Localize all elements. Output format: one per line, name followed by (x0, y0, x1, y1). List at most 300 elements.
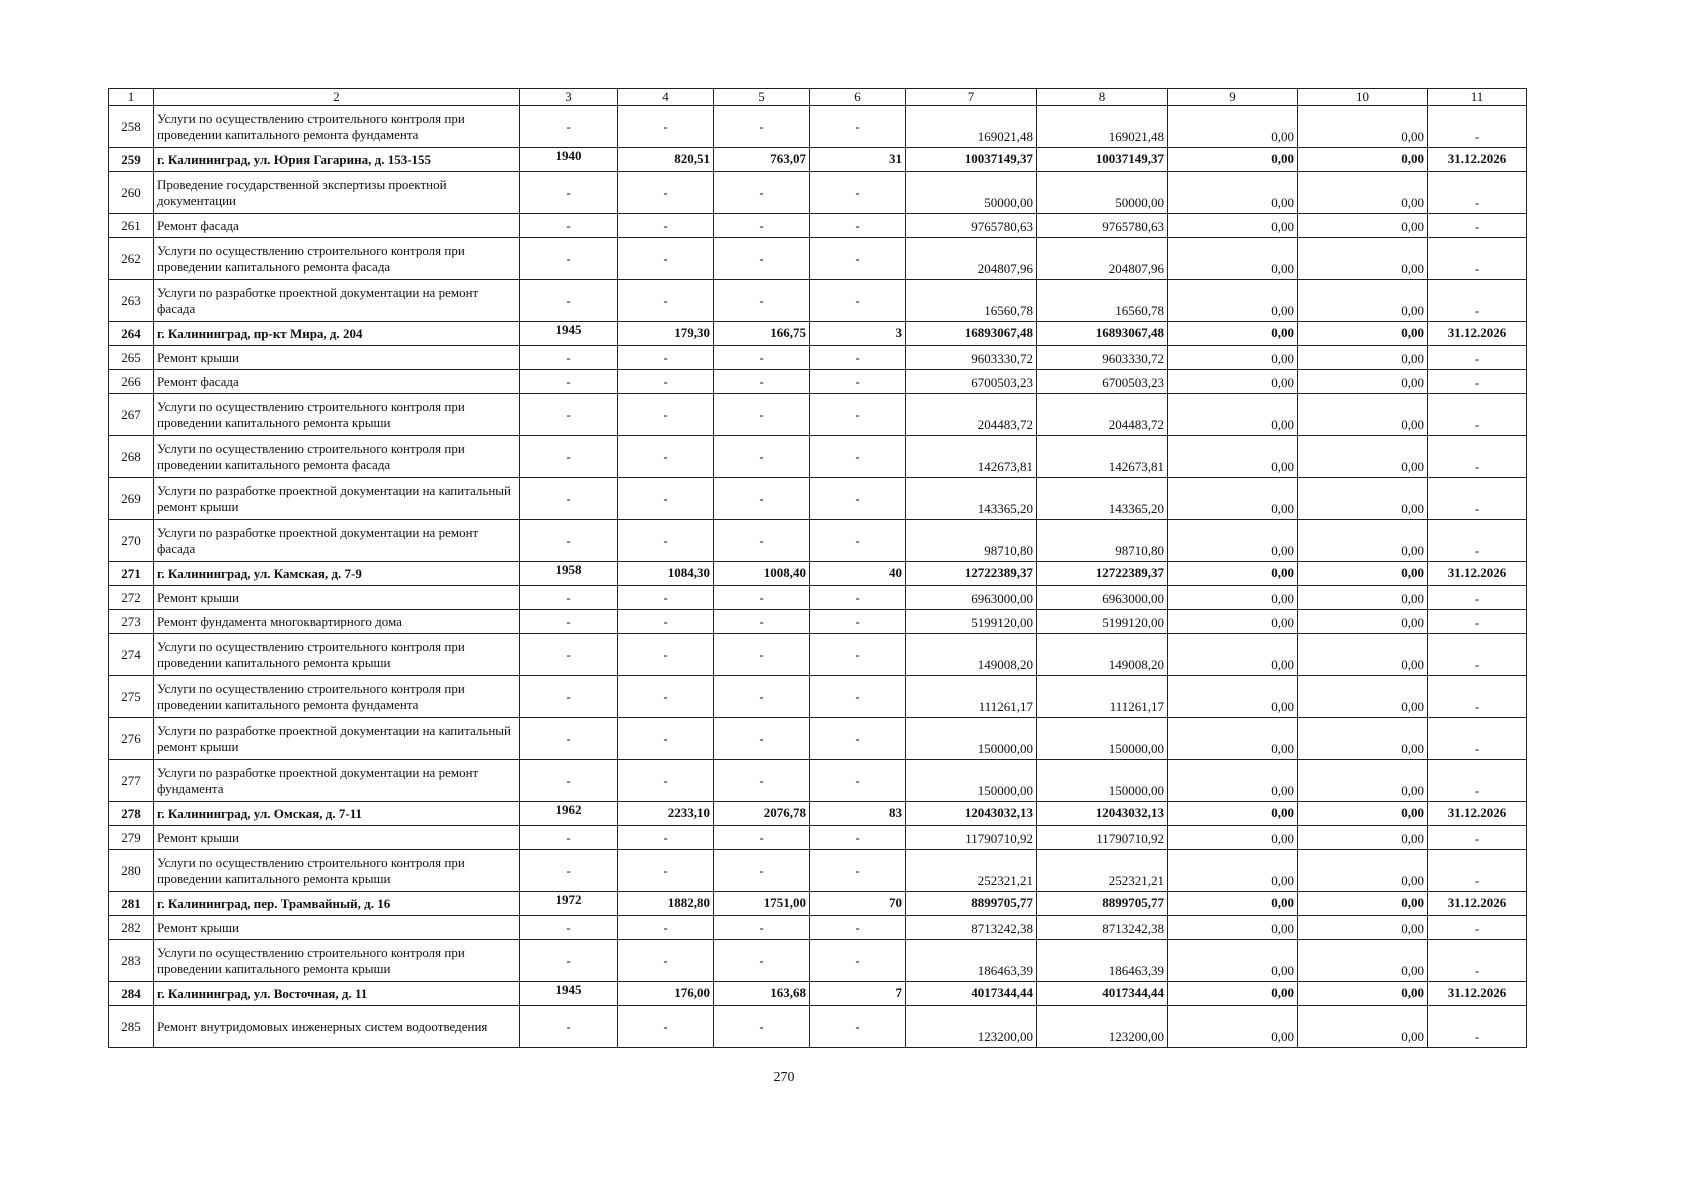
deadline-cell: - (1428, 634, 1527, 676)
other-cost-cell: 0,00 (1298, 610, 1428, 634)
column-number-3: 3 (520, 89, 618, 106)
building-row (109, 148, 1527, 172)
living-area-cell: - (714, 760, 810, 802)
total-cost-cell: 5199120,00 (906, 610, 1037, 634)
living-area-cell: 166,75 (714, 322, 810, 346)
residents-cell: - (810, 346, 906, 370)
total-cost-cell: 16560,78 (906, 280, 1037, 322)
deadline-cell: - (1428, 172, 1527, 214)
residents-cell: - (810, 238, 906, 280)
living-area-cell: - (714, 394, 810, 436)
row-number-cell: 278 (109, 802, 154, 826)
name-cell: Услуги по разработке проектной документации на ремонт фундамента (154, 760, 520, 802)
deadline-cell: - (1428, 478, 1527, 520)
work-item-row (109, 826, 1527, 850)
budget-cost-cell: 0,00 (1168, 982, 1298, 1006)
column-number-6: 6 (810, 89, 906, 106)
year-cell: 1940 (520, 148, 618, 172)
other-cost-cell: 0,00 (1298, 214, 1428, 238)
budget-cost-cell: 0,00 (1168, 916, 1298, 940)
name-cell: Ремонт крыши (154, 346, 520, 370)
other-cost-cell: 0,00 (1298, 718, 1428, 760)
year-cell: - (520, 718, 618, 760)
column-number-7: 7 (906, 89, 1037, 106)
deadline-cell: - (1428, 760, 1527, 802)
fund-cost-cell: 169021,48 (1037, 106, 1168, 148)
work-item-row (109, 1006, 1527, 1048)
row-number-cell: 276 (109, 718, 154, 760)
total-area-cell: - (618, 172, 714, 214)
deadline-cell: - (1428, 520, 1527, 562)
other-cost-cell: 0,00 (1298, 322, 1428, 346)
total-cost-cell: 150000,00 (906, 760, 1037, 802)
total-cost-cell: 8899705,77 (906, 892, 1037, 916)
residents-cell: 3 (810, 322, 906, 346)
row-number-cell: 284 (109, 982, 154, 1006)
deadline-cell: - (1428, 718, 1527, 760)
deadline-cell: 31.12.2026 (1428, 148, 1527, 172)
budget-cost-cell: 0,00 (1168, 562, 1298, 586)
total-area-cell: - (618, 760, 714, 802)
living-area-cell: - (714, 346, 810, 370)
other-cost-cell: 0,00 (1298, 280, 1428, 322)
total-area-cell: - (618, 1006, 714, 1048)
residents-cell: - (810, 172, 906, 214)
total-area-cell: - (618, 370, 714, 394)
name-cell: г. Калининград, ул. Юрия Гагарина, д. 153-155 (154, 148, 520, 172)
living-area-cell: - (714, 850, 810, 892)
living-area-cell: - (714, 940, 810, 982)
living-area-cell: - (714, 280, 810, 322)
budget-cost-cell: 0,00 (1168, 214, 1298, 238)
work-item-row (109, 214, 1527, 238)
total-area-cell: - (618, 940, 714, 982)
deadline-cell: - (1428, 610, 1527, 634)
residents-cell: - (810, 718, 906, 760)
row-number-cell: 268 (109, 436, 154, 478)
year-cell: - (520, 520, 618, 562)
building-row (109, 802, 1527, 826)
living-area-cell: - (714, 478, 810, 520)
residents-cell: 7 (810, 982, 906, 1006)
deadline-cell: - (1428, 280, 1527, 322)
row-number-cell: 282 (109, 916, 154, 940)
budget-cost-cell: 0,00 (1168, 280, 1298, 322)
deadline-cell: - (1428, 436, 1527, 478)
fund-cost-cell: 204807,96 (1037, 238, 1168, 280)
row-number-cell: 285 (109, 1006, 154, 1048)
fund-cost-cell: 50000,00 (1037, 172, 1168, 214)
name-cell: г. Калининград, пр-кт Мира, д. 204 (154, 322, 520, 346)
residents-cell: - (810, 586, 906, 610)
residents-cell: - (810, 676, 906, 718)
year-cell: - (520, 238, 618, 280)
other-cost-cell: 0,00 (1298, 436, 1428, 478)
total-cost-cell: 123200,00 (906, 1006, 1037, 1048)
living-area-cell: - (714, 520, 810, 562)
column-number-5: 5 (714, 89, 810, 106)
other-cost-cell: 0,00 (1298, 478, 1428, 520)
living-area-cell: - (714, 106, 810, 148)
budget-cost-cell: 0,00 (1168, 802, 1298, 826)
column-number-9: 9 (1168, 89, 1298, 106)
other-cost-cell: 0,00 (1298, 892, 1428, 916)
budget-cost-cell: 0,00 (1168, 718, 1298, 760)
total-area-cell: 1084,30 (618, 562, 714, 586)
repair-plan-table (108, 88, 1527, 1048)
row-number-cell: 281 (109, 892, 154, 916)
budget-cost-cell: 0,00 (1168, 106, 1298, 148)
name-cell: Услуги по осуществлению строительного контроля при проведении капитального ремонта фасада (154, 238, 520, 280)
fund-cost-cell: 143365,20 (1037, 478, 1168, 520)
other-cost-cell: 0,00 (1298, 1006, 1428, 1048)
row-number-cell: 274 (109, 634, 154, 676)
column-number-10: 10 (1298, 89, 1428, 106)
total-cost-cell: 111261,17 (906, 676, 1037, 718)
fund-cost-cell: 9765780,63 (1037, 214, 1168, 238)
row-number-cell: 261 (109, 214, 154, 238)
name-cell: Услуги по осуществлению строительного контроля при проведении капитального ремонта фасада (154, 436, 520, 478)
budget-cost-cell: 0,00 (1168, 238, 1298, 280)
work-item-row (109, 520, 1527, 562)
living-area-cell: - (714, 826, 810, 850)
fund-cost-cell: 150000,00 (1037, 718, 1168, 760)
total-cost-cell: 252321,21 (906, 850, 1037, 892)
other-cost-cell: 0,00 (1298, 148, 1428, 172)
total-cost-cell: 9765780,63 (906, 214, 1037, 238)
name-cell: Ремонт фундамента многоквартирного дома (154, 610, 520, 634)
year-cell: - (520, 172, 618, 214)
budget-cost-cell: 0,00 (1168, 436, 1298, 478)
total-area-cell: - (618, 718, 714, 760)
year-cell: - (520, 916, 618, 940)
total-area-cell: - (618, 436, 714, 478)
row-number-cell: 279 (109, 826, 154, 850)
other-cost-cell: 0,00 (1298, 982, 1428, 1006)
total-cost-cell: 149008,20 (906, 634, 1037, 676)
fund-cost-cell: 16893067,48 (1037, 322, 1168, 346)
total-cost-cell: 9603330,72 (906, 346, 1037, 370)
deadline-cell: - (1428, 826, 1527, 850)
name-cell: Услуги по разработке проектной документации на капитальный ремонт крыши (154, 478, 520, 520)
residents-cell: 40 (810, 562, 906, 586)
year-cell: 1972 (520, 892, 618, 916)
total-cost-cell: 8713242,38 (906, 916, 1037, 940)
living-area-cell: - (714, 916, 810, 940)
year-cell: - (520, 280, 618, 322)
work-item-row (109, 436, 1527, 478)
fund-cost-cell: 111261,17 (1037, 676, 1168, 718)
row-number-cell: 267 (109, 394, 154, 436)
row-number-cell: 258 (109, 106, 154, 148)
deadline-cell: - (1428, 106, 1527, 148)
other-cost-cell: 0,00 (1298, 940, 1428, 982)
name-cell: Ремонт фасада (154, 214, 520, 238)
deadline-cell: - (1428, 346, 1527, 370)
total-cost-cell: 12043032,13 (906, 802, 1037, 826)
residents-cell: 83 (810, 802, 906, 826)
row-number-cell: 259 (109, 148, 154, 172)
year-cell: - (520, 106, 618, 148)
total-cost-cell: 4017344,44 (906, 982, 1037, 1006)
living-area-cell: - (714, 172, 810, 214)
column-number-1: 1 (109, 89, 154, 106)
name-cell: Услуги по осуществлению строительного контроля при проведении капитального ремонта фундамента (154, 106, 520, 148)
budget-cost-cell: 0,00 (1168, 940, 1298, 982)
residents-cell: - (810, 520, 906, 562)
total-area-cell: - (618, 214, 714, 238)
total-cost-cell: 186463,39 (906, 940, 1037, 982)
row-number-cell: 264 (109, 322, 154, 346)
name-cell: Услуги по разработке проектной документации на ремонт фасада (154, 280, 520, 322)
residents-cell: - (810, 370, 906, 394)
total-area-cell: 179,30 (618, 322, 714, 346)
row-number-cell: 275 (109, 676, 154, 718)
year-cell: - (520, 940, 618, 982)
name-cell: Услуги по осуществлению строительного контроля при проведении капитального ремонта крыши (154, 850, 520, 892)
total-cost-cell: 6700503,23 (906, 370, 1037, 394)
fund-cost-cell: 8899705,77 (1037, 892, 1168, 916)
budget-cost-cell: 0,00 (1168, 148, 1298, 172)
other-cost-cell: 0,00 (1298, 826, 1428, 850)
name-cell: Ремонт крыши (154, 586, 520, 610)
row-number-cell: 266 (109, 370, 154, 394)
name-cell: Ремонт фасада (154, 370, 520, 394)
fund-cost-cell: 98710,80 (1037, 520, 1168, 562)
budget-cost-cell: 0,00 (1168, 892, 1298, 916)
other-cost-cell: 0,00 (1298, 916, 1428, 940)
deadline-cell: - (1428, 370, 1527, 394)
living-area-cell: - (714, 1006, 810, 1048)
total-area-cell: - (618, 634, 714, 676)
name-cell: г. Калининград, ул. Восточная, д. 11 (154, 982, 520, 1006)
fund-cost-cell: 16560,78 (1037, 280, 1168, 322)
fund-cost-cell: 204483,72 (1037, 394, 1168, 436)
total-area-cell: - (618, 280, 714, 322)
name-cell: Услуги по осуществлению строительного контроля при проведении капитального ремонта фундамента (154, 676, 520, 718)
row-number-cell: 280 (109, 850, 154, 892)
residents-cell: - (810, 478, 906, 520)
work-item-row (109, 940, 1527, 982)
living-area-cell: - (714, 676, 810, 718)
total-area-cell: - (618, 676, 714, 718)
total-cost-cell: 204807,96 (906, 238, 1037, 280)
name-cell: Ремонт крыши (154, 916, 520, 940)
budget-cost-cell: 0,00 (1168, 172, 1298, 214)
total-cost-cell: 143365,20 (906, 478, 1037, 520)
residents-cell: - (810, 280, 906, 322)
year-cell: - (520, 760, 618, 802)
name-cell: Услуги по осуществлению строительного контроля при проведении капитального ремонта крыши (154, 394, 520, 436)
living-area-cell: 2076,78 (714, 802, 810, 826)
fund-cost-cell: 12722389,37 (1037, 562, 1168, 586)
year-cell: 1945 (520, 982, 618, 1006)
column-number-row (109, 89, 1527, 106)
budget-cost-cell: 0,00 (1168, 346, 1298, 370)
name-cell: г. Калининград, ул. Омская, д. 7-11 (154, 802, 520, 826)
fund-cost-cell: 8713242,38 (1037, 916, 1168, 940)
row-number-cell: 283 (109, 940, 154, 982)
name-cell: Услуги по разработке проектной документации на ремонт фасада (154, 520, 520, 562)
work-item-row (109, 610, 1527, 634)
living-area-cell: - (714, 634, 810, 676)
total-area-cell: - (618, 520, 714, 562)
work-item-row (109, 634, 1527, 676)
year-cell: - (520, 1006, 618, 1048)
year-cell: - (520, 346, 618, 370)
row-number-cell: 265 (109, 346, 154, 370)
name-cell: Услуги по осуществлению строительного контроля при проведении капитального ремонта крыши (154, 940, 520, 982)
living-area-cell: 763,07 (714, 148, 810, 172)
budget-cost-cell: 0,00 (1168, 826, 1298, 850)
year-cell: 1945 (520, 322, 618, 346)
deadline-cell: - (1428, 940, 1527, 982)
other-cost-cell: 0,00 (1298, 850, 1428, 892)
total-cost-cell: 150000,00 (906, 718, 1037, 760)
year-cell: - (520, 214, 618, 238)
name-cell: г. Калининград, ул. Камская, д. 7-9 (154, 562, 520, 586)
other-cost-cell: 0,00 (1298, 586, 1428, 610)
work-item-row (109, 586, 1527, 610)
row-number-cell: 277 (109, 760, 154, 802)
living-area-cell: - (714, 238, 810, 280)
residents-cell: - (810, 916, 906, 940)
residents-cell: 31 (810, 148, 906, 172)
deadline-cell: 31.12.2026 (1428, 802, 1527, 826)
building-row (109, 892, 1527, 916)
work-item-row (109, 238, 1527, 280)
year-cell: - (520, 850, 618, 892)
fund-cost-cell: 5199120,00 (1037, 610, 1168, 634)
row-number-cell: 269 (109, 478, 154, 520)
column-number-8: 8 (1037, 89, 1168, 106)
living-area-cell: - (714, 370, 810, 394)
name-cell: Услуги по разработке проектной документации на капитальный ремонт крыши (154, 718, 520, 760)
total-cost-cell: 10037149,37 (906, 148, 1037, 172)
other-cost-cell: 0,00 (1298, 394, 1428, 436)
total-cost-cell: 6963000,00 (906, 586, 1037, 610)
work-item-row (109, 106, 1527, 148)
other-cost-cell: 0,00 (1298, 802, 1428, 826)
row-number-cell: 271 (109, 562, 154, 586)
budget-cost-cell: 0,00 (1168, 370, 1298, 394)
residents-cell: - (810, 940, 906, 982)
living-area-cell: - (714, 586, 810, 610)
living-area-cell: - (714, 214, 810, 238)
row-number-cell: 273 (109, 610, 154, 634)
fund-cost-cell: 123200,00 (1037, 1006, 1168, 1048)
living-area-cell: 1008,40 (714, 562, 810, 586)
other-cost-cell: 0,00 (1298, 238, 1428, 280)
budget-cost-cell: 0,00 (1168, 394, 1298, 436)
living-area-cell: - (714, 436, 810, 478)
budget-cost-cell: 0,00 (1168, 322, 1298, 346)
total-cost-cell: 204483,72 (906, 394, 1037, 436)
budget-cost-cell: 0,00 (1168, 850, 1298, 892)
row-number-cell: 270 (109, 520, 154, 562)
deadline-cell: - (1428, 916, 1527, 940)
other-cost-cell: 0,00 (1298, 562, 1428, 586)
total-area-cell: - (618, 238, 714, 280)
fund-cost-cell: 4017344,44 (1037, 982, 1168, 1006)
work-item-row (109, 850, 1527, 892)
deadline-cell: - (1428, 238, 1527, 280)
other-cost-cell: 0,00 (1298, 370, 1428, 394)
living-area-cell: - (714, 610, 810, 634)
work-item-row (109, 760, 1527, 802)
total-cost-cell: 142673,81 (906, 436, 1037, 478)
residents-cell: - (810, 850, 906, 892)
total-area-cell: - (618, 916, 714, 940)
budget-cost-cell: 0,00 (1168, 520, 1298, 562)
residents-cell: - (810, 214, 906, 238)
residents-cell: - (810, 394, 906, 436)
other-cost-cell: 0,00 (1298, 106, 1428, 148)
year-cell: - (520, 610, 618, 634)
budget-cost-cell: 0,00 (1168, 586, 1298, 610)
deadline-cell: - (1428, 1006, 1527, 1048)
work-item-row (109, 370, 1527, 394)
year-cell: - (520, 370, 618, 394)
row-number-cell: 272 (109, 586, 154, 610)
other-cost-cell: 0,00 (1298, 760, 1428, 802)
total-area-cell: 820,51 (618, 148, 714, 172)
residents-cell: - (810, 610, 906, 634)
other-cost-cell: 0,00 (1298, 634, 1428, 676)
residents-cell: 70 (810, 892, 906, 916)
fund-cost-cell: 12043032,13 (1037, 802, 1168, 826)
budget-cost-cell: 0,00 (1168, 760, 1298, 802)
name-cell: Проведение государственной экспертизы проектной документации (154, 172, 520, 214)
year-cell: - (520, 586, 618, 610)
name-cell: г. Калининград, пер. Трамвайный, д. 16 (154, 892, 520, 916)
fund-cost-cell: 10037149,37 (1037, 148, 1168, 172)
column-number-4: 4 (618, 89, 714, 106)
column-number-11: 11 (1428, 89, 1527, 106)
deadline-cell: - (1428, 394, 1527, 436)
fund-cost-cell: 149008,20 (1037, 634, 1168, 676)
other-cost-cell: 0,00 (1298, 520, 1428, 562)
fund-cost-cell: 9603330,72 (1037, 346, 1168, 370)
total-area-cell: - (618, 826, 714, 850)
residents-cell: - (810, 634, 906, 676)
other-cost-cell: 0,00 (1298, 172, 1428, 214)
budget-cost-cell: 0,00 (1168, 634, 1298, 676)
work-item-row (109, 346, 1527, 370)
total-area-cell: - (618, 586, 714, 610)
work-item-row (109, 172, 1527, 214)
total-cost-cell: 169021,48 (906, 106, 1037, 148)
work-item-row (109, 280, 1527, 322)
living-area-cell: - (714, 718, 810, 760)
deadline-cell: 31.12.2026 (1428, 892, 1527, 916)
total-area-cell: 2233,10 (618, 802, 714, 826)
total-area-cell: - (618, 850, 714, 892)
residents-cell: - (810, 106, 906, 148)
total-cost-cell: 11790710,92 (906, 826, 1037, 850)
other-cost-cell: 0,00 (1298, 676, 1428, 718)
total-cost-cell: 50000,00 (906, 172, 1037, 214)
deadline-cell: 31.12.2026 (1428, 562, 1527, 586)
other-cost-cell: 0,00 (1298, 346, 1428, 370)
deadline-cell: - (1428, 586, 1527, 610)
total-cost-cell: 16893067,48 (906, 322, 1037, 346)
living-area-cell: 163,68 (714, 982, 810, 1006)
name-cell: Ремонт крыши (154, 826, 520, 850)
row-number-cell: 262 (109, 238, 154, 280)
column-number-2: 2 (154, 89, 520, 106)
budget-cost-cell: 0,00 (1168, 676, 1298, 718)
